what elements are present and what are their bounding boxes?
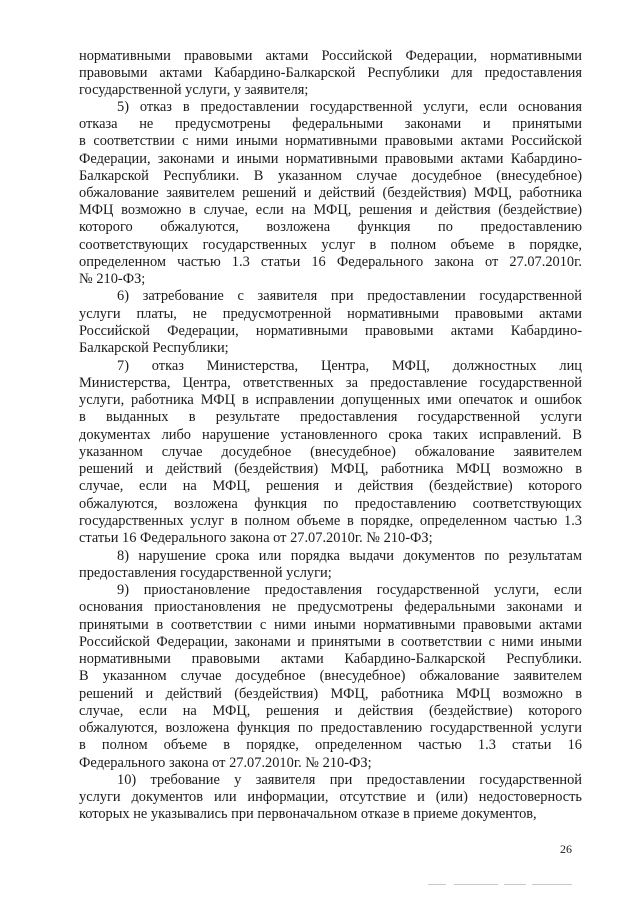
text-line: определенном частью 1.3 статьи 16 Федерального закона от 27.07.2010г.: [79, 254, 582, 270]
text-line: государственной услуги, у заявителя;: [79, 82, 309, 98]
text-line: В указанном случае досудебное (внесудебное) обжалование заявителем: [79, 668, 582, 684]
text-line: обжалование заявителем решений и действий (бездействия) МФЦ, работника: [79, 185, 582, 201]
text-line: Федерации, законами и иными нормативными правовыми актами Кабардино-: [79, 151, 582, 167]
text-line: услуги документов или информации, отсутствие и (или) недостоверность: [79, 789, 582, 805]
text-line: решений и действий (бездействия) МФЦ, работника МФЦ возможно в: [79, 461, 582, 477]
text-line: обжалуются, возложена функция по предоставлению государственной услуги: [79, 720, 582, 736]
text-line: нормативными правовыми актами Кабардино-Балкарской Республики.: [79, 651, 582, 667]
text-line: 5) отказ в предоставлении государственной услуги, если основания: [117, 99, 582, 115]
text-line: Министерства, Центра, ответственных за предоставление государственной: [79, 375, 582, 391]
text-line: Российской Федерации, нормативными правовыми актами Кабардино-: [79, 323, 582, 339]
text-line: Балкарской Республики. В указанном случае досудебное (внесудебное): [79, 168, 582, 184]
text-line: статьи 16 Федерального закона от 27.07.2010г. № 210-ФЗ;: [79, 530, 433, 546]
text-line: услуги, работника МФЦ в исправлении допущенных ими опечаток и ошибок: [79, 392, 582, 408]
text-line: № 210-ФЗ;: [79, 271, 146, 287]
scan-artifact: [428, 884, 578, 887]
text-line: Российской Федерации, законами и принятыми в соответствии с ними иными: [79, 634, 582, 650]
text-line: в выданных в результате предоставления государственной услуги: [79, 409, 582, 425]
text-line: соответствующих государственных услуг в полном объеме в порядке,: [79, 237, 582, 253]
text-line: основания приостановления не предусмотрены федеральными законами и: [79, 599, 582, 615]
text-line: решений и действий (бездействия) МФЦ, работника МФЦ возможно в: [79, 686, 582, 702]
text-line: государственных услуг в полном объеме в порядке, определенном частью 1.3: [79, 513, 582, 529]
text-line: 8) нарушение срока или порядка выдачи документов по результатам: [117, 548, 582, 564]
text-line: Федерального закона от 27.07.2010г. № 210-ФЗ;: [79, 755, 372, 771]
text-line: обжалуются, возложена функция по предоставлению соответствующих: [79, 496, 582, 512]
text-line: случае, если на МФЦ, решения и действия (бездействие) которого: [79, 703, 582, 719]
text-line: указанном случае досудебное (внесудебное) обжалование заявителем: [79, 444, 582, 460]
text-line: 7) отказ Министерства, Центра, МФЦ, должностных лиц: [117, 358, 582, 374]
text-line: документах либо нарушение установленного срока таких исправлений. В: [79, 427, 582, 443]
text-line: МФЦ возможно в случае, если на МФЦ, решения и действия (бездействие): [79, 202, 582, 218]
text-line: в полном объеме в порядке, определенном частью 1.3 статьи 16: [79, 737, 582, 753]
page-number: 26: [560, 842, 572, 856]
text-line: услуги платы, не предусмотренной нормативными правовыми актами: [79, 306, 582, 322]
text-line: 6) затребование с заявителя при предоставлении государственной: [117, 288, 582, 304]
text-line: правовыми актами Кабардино-Балкарской Республики для предоставления: [79, 65, 582, 81]
text-line: в соответствии с ними иными нормативными правовыми актами Российской: [79, 133, 582, 149]
text-line: отказа не предусмотрены федеральными законами и принятыми: [79, 116, 582, 132]
text-line: Балкарской Республики;: [79, 340, 229, 356]
text-line: принятыми в соответствии с ними иными нормативными правовыми актами: [79, 617, 582, 633]
text-line: нормативными правовыми актами Российской Федерации, нормативными: [79, 48, 582, 64]
text-line: которых не указывались при первоначальном отказе в приеме документов,: [79, 806, 537, 822]
text-line: которого обжалуются, возложена функция по предоставлению: [79, 219, 582, 235]
text-line: случае, если на МФЦ, решения и действия (бездействие) которого: [79, 478, 582, 494]
text-line: 9) приостановление предоставления государственной услуги, если: [117, 582, 582, 598]
text-line: 10) требование у заявителя при предоставлении государственной: [117, 772, 582, 788]
text-line: предоставления государственной услуги;: [79, 565, 332, 581]
